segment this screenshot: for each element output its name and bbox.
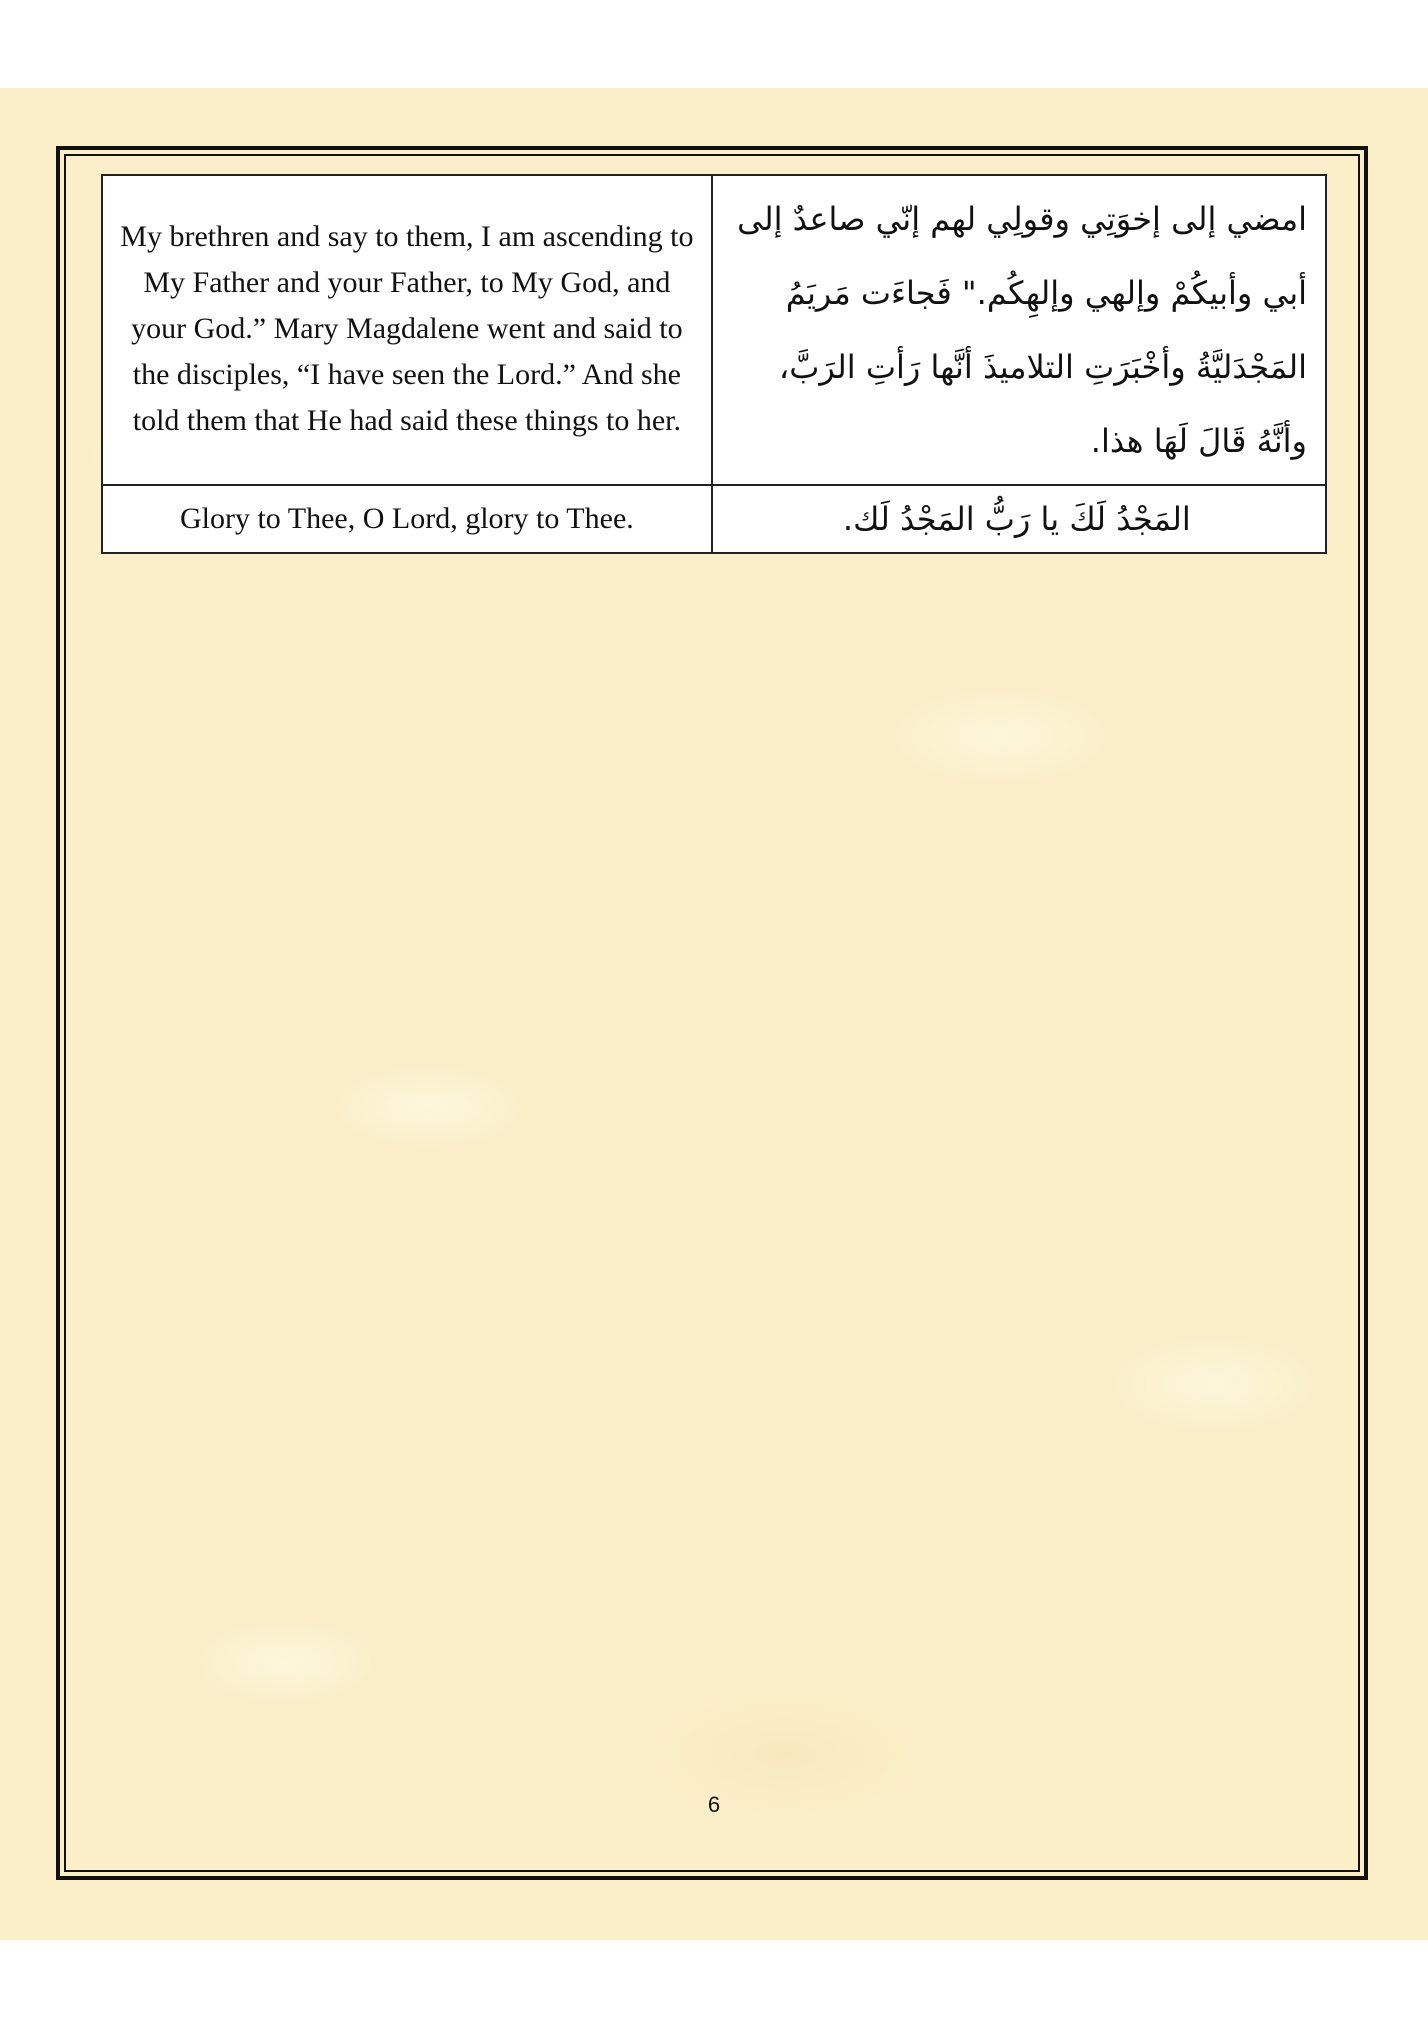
- english-cell: My brethren and say to them, I am ascending to My Father and your Father, to My God, and your God.” Mary Magdalene went and said to the disciples, “I have seen the Lord.” And she told them that He had said these things to her.: [102, 175, 712, 485]
- english-cell: Glory to Thee, O Lord, glory to Thee.: [102, 485, 712, 553]
- arabic-cell: المَجْدُ لَكَ يا رَبُّ المَجْدُ لَك.: [712, 485, 1326, 553]
- bilingual-reading-table: [101, 174, 1327, 554]
- table-row: [102, 175, 1326, 485]
- page-number: 6: [707, 1792, 721, 1817]
- table-row: [102, 485, 1326, 553]
- arabic-cell: امضي إلى إخوَتِي وقولِي لهم إنّي صاعدٌ إلى أبي وأبيكُمْ وإلهي وإلهِكُم." فَجاءَت مَريَمُ المَجْدَليَّةُ وأخْبَرَتِ التلاميذَ أنَّها رَأتِ الرَبَّ، وأنَّهُ قَالَ لَهَا هذا.: [712, 175, 1326, 485]
